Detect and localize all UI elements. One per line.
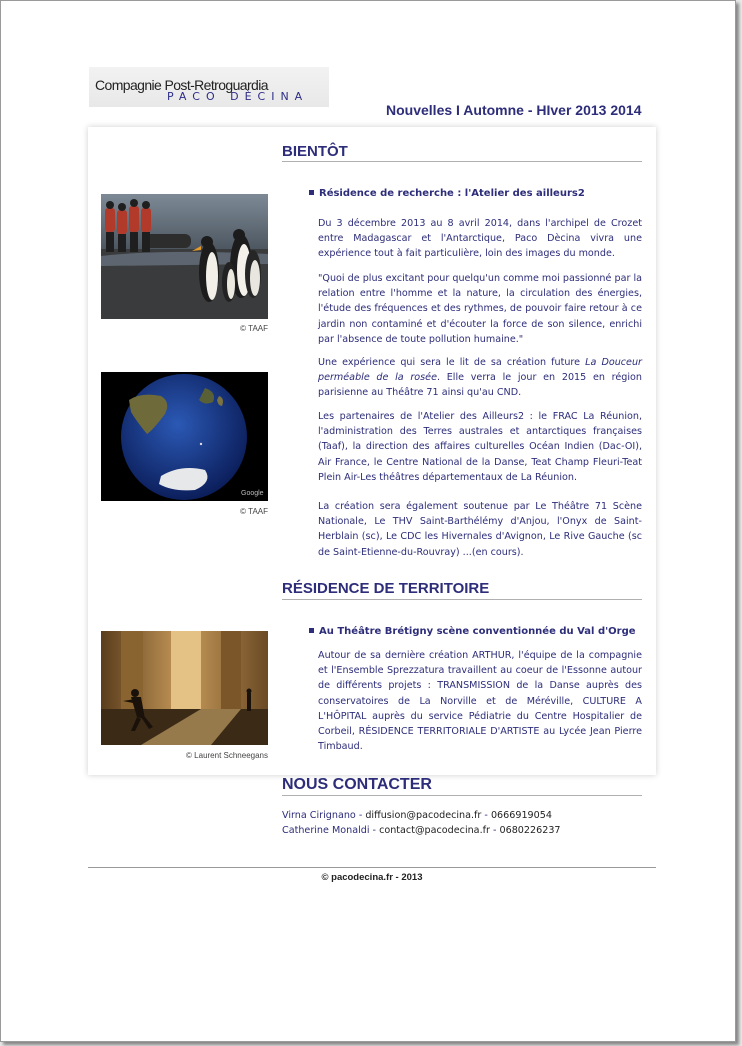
section-title-bientot: BIENTÔT — [282, 143, 348, 160]
logo-artist-name: PACO DÈCINA — [167, 90, 309, 103]
footer-copyright[interactable]: © pacodecina.fr - 2013 — [321, 872, 423, 883]
creation-title: La Douceur perméable de la rosée — [318, 357, 642, 384]
separator: - — [489, 825, 500, 836]
section-title-residence: RÉSIDENCE DE TERRITOIRE — [282, 580, 490, 597]
phone-number: 0666919054 — [490, 810, 552, 821]
photo-credit: © TAAF — [240, 324, 268, 333]
residence-paragraph: Autour de sa dernière création ARTHUR, l'équipe de la compagnie et l'Ensemble Sprezzatura travaillent au coeur de l'Essonne autour de différents projets : TRANSMISSION de la Danse auprès des conservatoires de La Norville et de Méréville, CULTURE A L'HÔPITAL auprès du service Pédiatrie du Centre Hospitalier de Corbeil, RÉSIDENCE TERRITORIALE D'ARTISTE au Lycée Jean Pierre Timbaud. — [318, 650, 642, 753]
text-run: . Elle verra le jour en 2015 en région parisienne au Théâtre 71 ainsi qu'au CND. — [318, 372, 642, 399]
support-paragraph: La création sera également soutenue par Le Théâtre 71 Scène Nationale, Le THV Saint-Barthélémy d'Anjou, l'Onyx de Saint-Herblain (sc), Le CDC les Hivernales d'Avignon, Le Rive Gauche (sc de Saint-Etienne-du-Rouvray) ...(en cours). — [318, 501, 642, 558]
section-divider — [282, 161, 642, 162]
company-logo[interactable] — [89, 67, 329, 107]
google-watermark: Google — [241, 490, 264, 497]
separator: - — [355, 810, 366, 821]
item-title-text: Au Théâtre Brétigny scène conventionnée du Val d'Orge — [319, 626, 636, 637]
separator: - — [481, 810, 491, 821]
bullet-icon — [309, 628, 314, 633]
paragraph: Du 3 décembre 2013 au 8 avril 2014, dans l'archipel de Crozet entre Madagascar et l'Antarctique, Paco Dècina vivra une expérience tout à fait particulière, loin des images du monde. — [318, 218, 642, 260]
penguins-photo — [101, 194, 268, 319]
item-title-theatre-bretigny — [309, 626, 636, 637]
email-link[interactable]: contact@pacodecina.fr — [379, 825, 490, 836]
contact-name: Virna Cirignano — [282, 810, 356, 821]
section-divider — [282, 795, 642, 796]
bullet-icon — [309, 190, 314, 195]
partners-paragraph: Les partenaires de l'Atelier des Ailleurs2 : le FRAC La Réunion, l'administration des Terres australes et antarctiques françaises (Taaf), la direction des affaires culturelles Océan Indien (Dac-OI), Air France, le Centre National de la Danse, Teat Champ Fleuri-Teat Plein Air-Les théâtres départementaux de La Réunion. — [318, 411, 642, 483]
section-divider — [282, 599, 642, 600]
section-title-contact: NOUS CONTACTER — [282, 776, 432, 793]
contact-row — [282, 810, 552, 821]
email-link[interactable]: diffusion@pacodecina.fr — [365, 810, 482, 821]
earth-globe-image — [101, 372, 268, 501]
quote-paragraph: "Quoi de plus excitant pour quelqu'un comme moi passionné par la relation entre l'homme et la nature, la circulation des énergies, l'étude des fréquences et des rythmes, de pouvoir faire retour à ce jardin non contaminé et d'écouter la force de son silence, enrichi par l'absence de toute pollution humaine." — [318, 273, 642, 345]
contact-name: Catherine Monaldi — [282, 825, 370, 836]
footer-divider — [88, 867, 656, 868]
globe-credit: © TAAF — [240, 507, 268, 516]
contact-row — [282, 825, 561, 836]
phone-number: 0680226237 — [499, 825, 561, 836]
logo-company-name: Compagnie Post-Retroguardia — [95, 77, 268, 93]
newsletter-title: Nouvelles I Automne - HIver 2013 2014 — [386, 102, 642, 118]
paragraph-creation — [318, 355, 642, 401]
text-run: Une expérience qui sera le lit de sa création future — [318, 357, 586, 368]
separator: - — [369, 825, 380, 836]
item-title-text: Résidence de recherche : l'Atelier des ailleurs2 — [319, 188, 585, 199]
theatre-photo — [101, 631, 268, 745]
photo-credit: © Laurent Schneegans — [186, 751, 268, 760]
item-title-residence-recherche — [309, 188, 585, 199]
